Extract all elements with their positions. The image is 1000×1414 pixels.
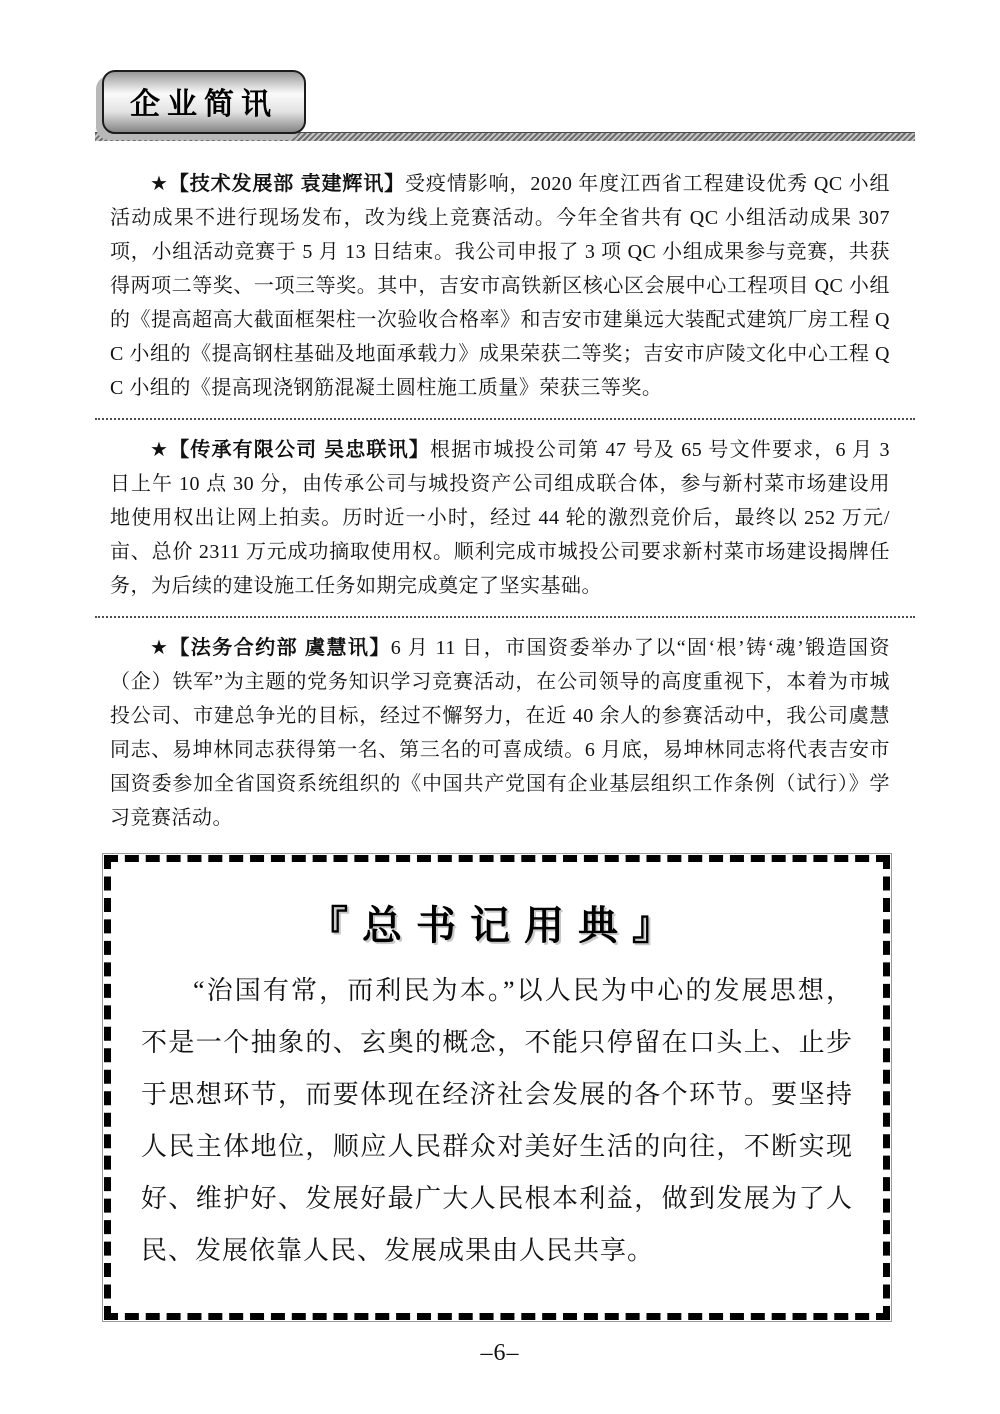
section-badge: 企业简讯 <box>102 70 306 134</box>
dotted-separator <box>95 616 915 618</box>
quote-box-body: “治国有常，而利民为本。”以人民为中心的发展思想，不是一个抽象的、玄奥的概念，不能只停留在口头上、止步于思想环节，而要体现在经济社会发展的各个环节。要坚持人民主体地位，顺应人民群众对美好生活的向往，不断实现好、维护好、发展好最广大人民根本利益，做到发展为了人民、发展依靠人民、发展成果由人民共享。 <box>141 976 853 1265</box>
news-body: 受疫情影响，2020 年度江西省工程建设优秀 QC 小组活动成果不进行现场发布，改为线上竞赛活动。今年全省共有 QC 小组活动成果 307 项，小组活动竞赛于 5 月 13 日结束。我公司申报了 3 项 QC 小组成果参与竞赛，共获得两项二等奖、一项三等奖。其中，吉安市高铁新区核心区会展中心工程项目 QC 小组的《提高超高大截面框架柱一次验收合格率》和吉安市建巢远大装配式建筑厂房工程 QC 小组的《提高钢柱基础及地面承载力》成果荣获二等奖；吉安市庐陵文化中心工程 QC 小组的《提高现浇钢筋混凝土圆柱施工质量》荣获三等奖。 <box>110 173 890 399</box>
page-header <box>110 70 890 141</box>
news-item <box>110 631 890 835</box>
news-lead: ★【法务合约部 虞慧讯】 <box>150 637 391 659</box>
news-lead: ★【技术发展部 袁建辉讯】 <box>150 173 406 195</box>
quote-box-title: 『总书记用典』 <box>308 903 686 948</box>
page-number: –6– <box>480 1340 520 1366</box>
news-lead: ★【传承有限公司 吴忠联讯】 <box>150 439 430 461</box>
quote-box <box>104 855 890 1320</box>
news-item <box>110 433 890 603</box>
news-item <box>110 167 890 405</box>
news-body: 6 月 11 日，市国资委举办了以“固‘根’铸‘魂’锻造国资（企）铁军”为主题的党务知识学习竞赛活动，在公司领导的高度重视下，本着为市城投公司、市建总争光的目标，经过不懈努力，在近 40 余人的参赛活动中，我公司虞慧同志、易坤林同志获得第一名、第三名的可喜成绩。6 月底，易坤林同志将代表吉安市国资委参加全省国资系统组织的《中国共产党国有企业基层组织工作条例（试行）》学习竞赛活动。 <box>110 637 890 829</box>
dotted-separator <box>95 418 915 420</box>
news-body: 根据市城投公司第 47 号及 65 号文件要求，6 月 3 日上午 10 点 30 分，由传承公司与城投资产公司组成联合体，参与新村菜市场建设用地使用权出让网上拍卖。历时近一小时，经过 44 轮的激烈竞价后，最终以 252 万元/亩、总价 2311 万元成功摘取使用权。顺利完成市城投公司要求新村菜市场建设揭牌任务，为后续的建设施工任务如期完成奠定了坚实基础。 <box>110 439 890 597</box>
